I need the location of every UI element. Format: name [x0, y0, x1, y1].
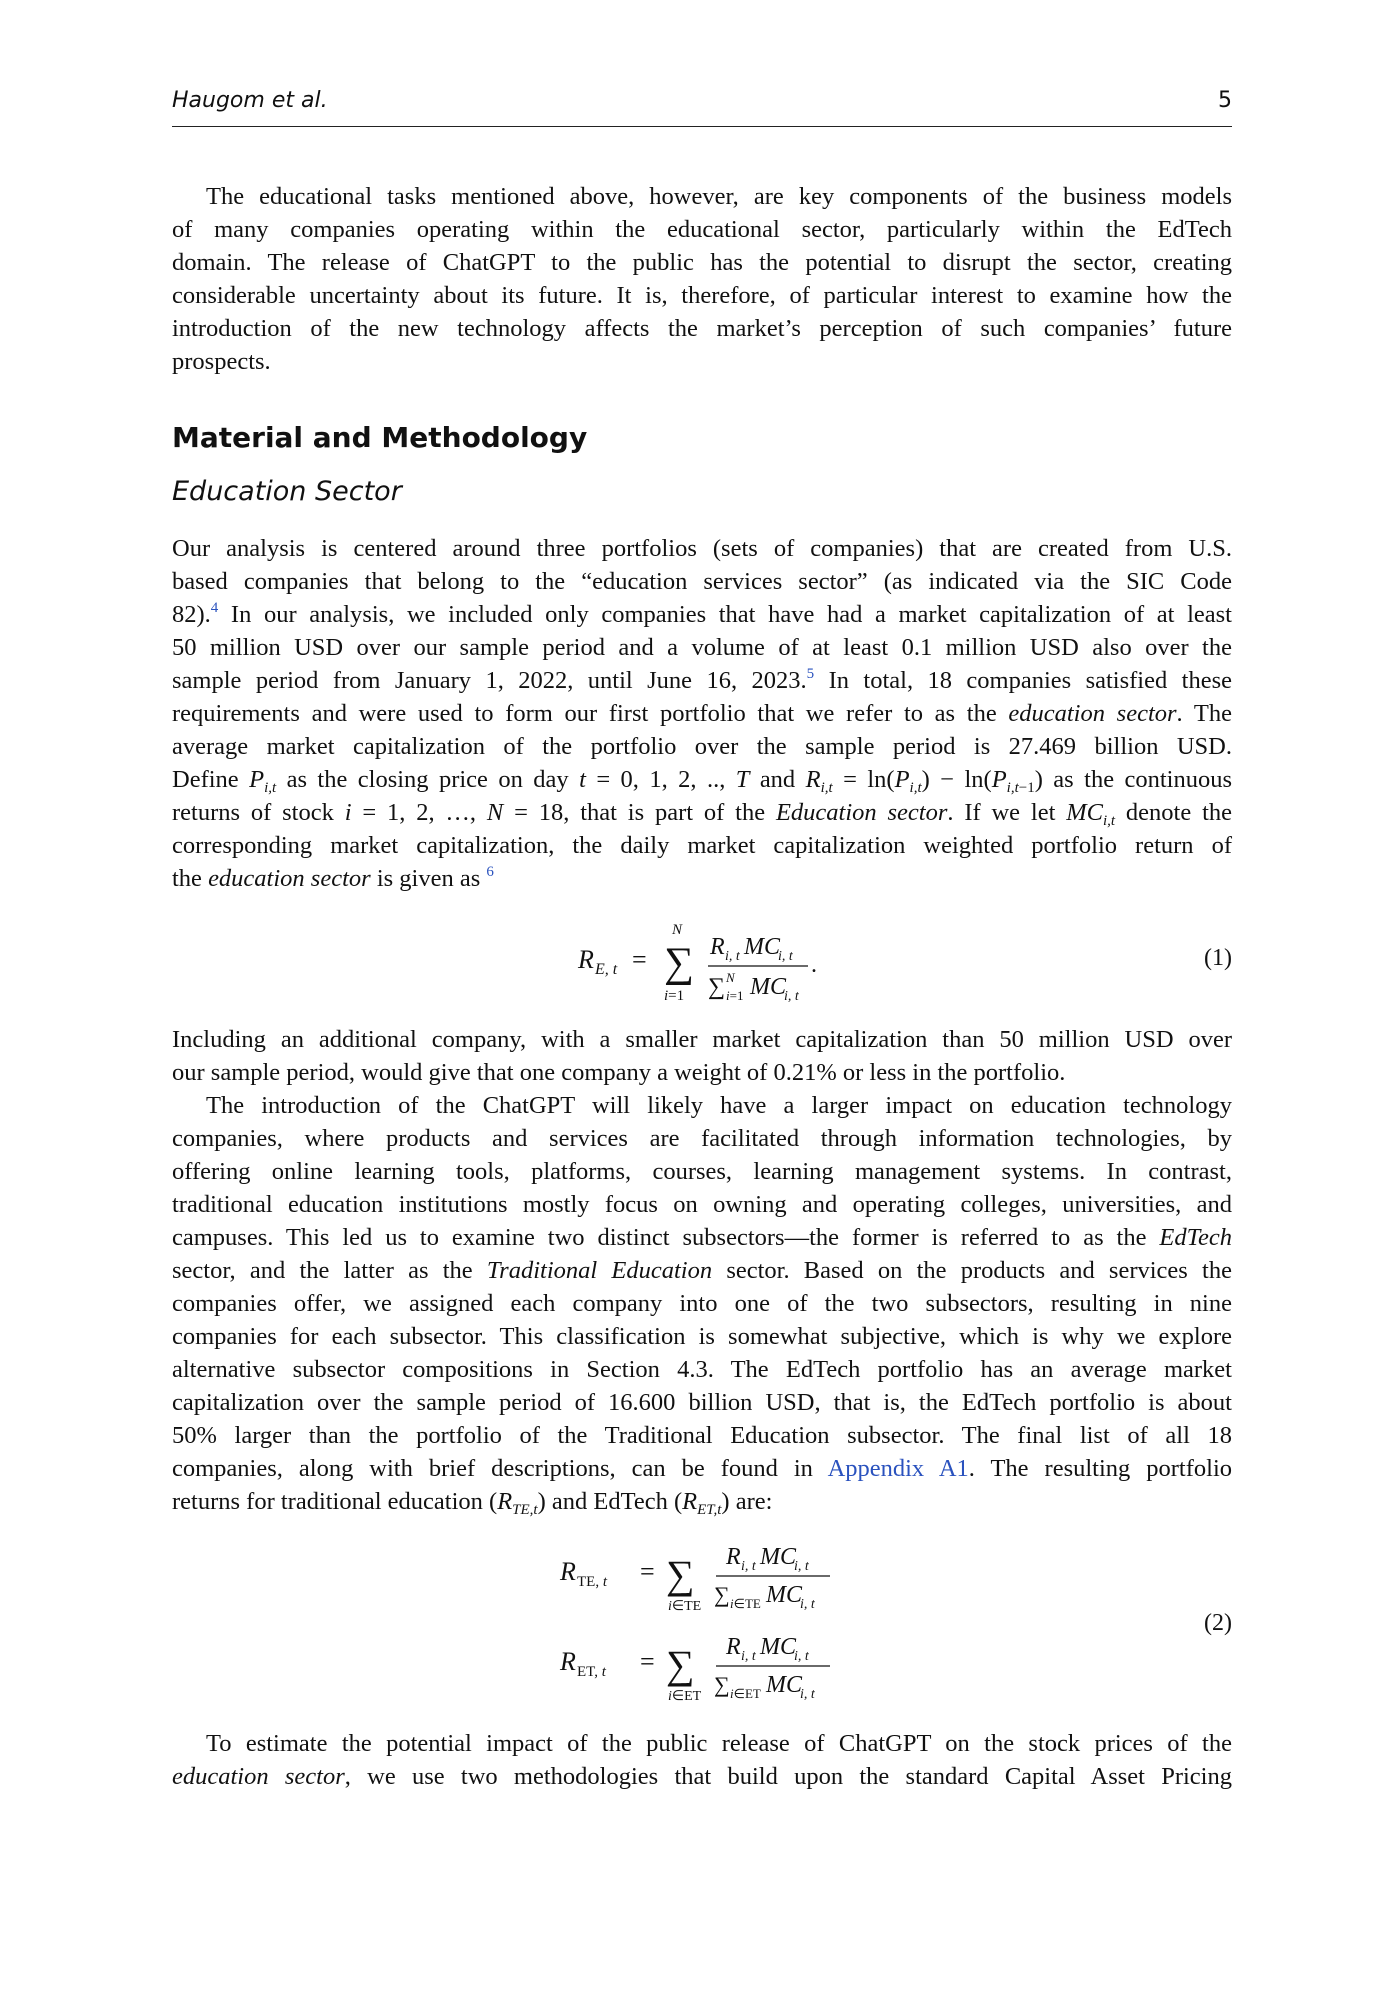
text-line: companies for each subsector. This classification is somewhat subjective, which is why we explore: [172, 1323, 1232, 1350]
text-line: our sample period, would give that one company a weight of 0.21% or less in the portfolio.: [172, 1059, 1066, 1086]
text-line: sector, and the latter as the Traditional Education sector. Based on the products and services the: [172, 1257, 1232, 1284]
svg-text:∑: ∑: [666, 1552, 695, 1597]
svg-text:i∈TE: i∈TE: [730, 1596, 761, 1611]
text-line: introduction of the new technology affects the market’s perception of such companies’ future: [172, 315, 1232, 342]
text-line: requirements and were used to form our first portfolio that we refer to as the education sector. The: [172, 700, 1232, 727]
text-line: Define $P_{i,t}$ as the closing price on day t = 0, 1, 2, .., T and $R_{i,t} = \ln(P_{i,t}) - \ln(P_{i,t-1})$ as the continuous: [172, 766, 1233, 796]
svg-text:i∈ET: i∈ET: [730, 1686, 761, 1701]
text-line: campuses. This led us to examine two distinct subsectors—the former is referred to as the EdTech: [172, 1224, 1232, 1251]
svg-text:R: R: [726, 1544, 741, 1570]
svg-text:i, t: i, t: [725, 949, 740, 964]
running-header-author: Haugom et al.: [172, 88, 328, 113]
svg-text:MC: MC: [760, 1544, 796, 1570]
text-line: The introduction of the ChatGPT will likely have a larger impact on education technology: [206, 1092, 1232, 1119]
svg-text:N: N: [672, 922, 683, 938]
additional-company-paragraph: [172, 1023, 1232, 1089]
text-line: returns of stock i = 1, 2, …, N = 18, that is part of the Education sector. If we let $MC_{i,t}$ denote the: [172, 799, 1232, 829]
svg-text:i, t: i, t: [794, 1649, 809, 1664]
text-line: education sector, we use two methodologies that build upon the standard Capital Asset Pricing: [172, 1763, 1232, 1790]
footnote-5-link[interactable]: 5: [806, 666, 815, 682]
text-line: average market capitalization of the portfolio over the sample period is 27.469 billion USD.: [172, 733, 1232, 760]
svg-text:∑: ∑: [666, 1642, 695, 1687]
subsector-paragraph: [172, 1089, 1232, 1518]
text-line: alternative subsector compositions in Section 4.3. The EdTech portfolio has an average market: [172, 1356, 1232, 1383]
svg-text:MC: MC: [744, 934, 780, 960]
svg-text:=: =: [640, 1557, 655, 1586]
text-line: 82).$^4$ In our analysis, we included only companies that have had a market capitalization of at least: [172, 600, 1232, 628]
svg-text:i∈ET: i∈ET: [668, 1689, 702, 1704]
svg-text:.: .: [811, 952, 817, 978]
svg-text:R: R: [578, 945, 594, 974]
text-line: The educational tasks mentioned above, however, are key components of the business models: [206, 183, 1232, 210]
svg-text:R: R: [560, 1647, 576, 1676]
education-sector-paragraph: [172, 532, 1232, 895]
svg-text:R: R: [726, 1634, 741, 1660]
svg-text:i, t: i, t: [741, 1559, 756, 1574]
text-line: prospects.: [172, 348, 271, 375]
text-line: traditional education institutions mostly focus on owning and operating colleges, universities, and: [172, 1191, 1232, 1218]
equation-1: [560, 912, 860, 1012]
svg-text:i, t: i, t: [800, 1687, 815, 1702]
footnote-4-link[interactable]: 4: [210, 600, 219, 616]
svg-text:MC: MC: [766, 1582, 802, 1608]
text-line: 50 million USD over our sample period and a volume of at least 0.1 million USD also over the: [172, 634, 1232, 661]
text-line: Our analysis is centered around three portfolios (sets of companies) that are created from U.S.: [172, 535, 1232, 562]
svg-text:i, t: i, t: [784, 989, 799, 1004]
svg-text:R: R: [560, 1557, 576, 1586]
svg-text:ET, t: ET, t: [577, 1664, 606, 1680]
svg-text:i=1: i=1: [664, 988, 685, 1004]
intro-paragraph: [172, 180, 1232, 378]
section-heading: Material and Methodology: [172, 421, 588, 454]
appendix-a1-link[interactable]: Appendix A1: [827, 1455, 969, 1482]
text-line: the education sector is given as $^6$: [172, 864, 494, 892]
equation-2-number: (2): [1204, 1610, 1232, 1636]
page-number: 5: [1218, 88, 1232, 113]
svg-text:i, t: i, t: [800, 1597, 815, 1612]
svg-text:∑: ∑: [714, 1582, 730, 1607]
text-line: companies offer, we assigned each company into one of the two subsectors, resulting in nine: [172, 1290, 1232, 1317]
text-line: of many companies operating within the educational sector, particularly within the EdTech: [172, 216, 1232, 243]
svg-text:∑: ∑: [708, 974, 726, 1000]
svg-text:R: R: [710, 934, 725, 960]
methodology-paragraph: [172, 1727, 1232, 1793]
svg-text:MC: MC: [750, 974, 786, 1000]
text-line: domain. The release of ChatGPT to the public has the potential to disrupt the sector, creating: [172, 249, 1232, 276]
svg-text:i∈TE: i∈TE: [668, 1599, 702, 1614]
text-line: companies, where products and services are facilitated through information technologies, by: [172, 1125, 1232, 1152]
svg-text:i, t: i, t: [778, 949, 793, 964]
svg-text:E, t: E, t: [595, 961, 618, 978]
svg-text:TE, t: TE, t: [577, 1574, 607, 1590]
text-line: corresponding market capitalization, the daily market capitalization weighted portfolio return of: [172, 832, 1232, 859]
text-line: capitalization over the sample period of 16.600 billion USD, that is, the EdTech portfolio is about: [172, 1389, 1232, 1416]
text-line: companies, along with brief descriptions, can be found in Appendix A1. The resulting portfolio: [172, 1455, 1233, 1482]
svg-text:i, t: i, t: [741, 1649, 756, 1664]
running-header: [172, 88, 1232, 127]
svg-text:N: N: [726, 970, 735, 985]
subsection-heading: Education Sector: [172, 476, 402, 507]
svg-text:i=1: i=1: [726, 988, 744, 1003]
text-line: To estimate the potential impact of the public release of ChatGPT on the stock prices of the: [206, 1730, 1232, 1757]
text-line: considerable uncertainty about its future. It is, therefore, of particular interest to examine how the: [172, 282, 1232, 309]
equation-1-number: (1): [1204, 945, 1232, 971]
svg-text:∑: ∑: [664, 940, 694, 986]
footnote-6-link[interactable]: 6: [486, 864, 494, 880]
svg-text:=: =: [640, 1647, 655, 1676]
text-line: sample period from January 1, 2022, until June 16, 2023.$^5$ In total, 18 companies satisfied these: [172, 666, 1232, 694]
text-line: Including an additional company, with a smaller market capitalization than 50 million USD over: [172, 1026, 1232, 1053]
svg-text:MC: MC: [760, 1634, 796, 1660]
svg-text:i, t: i, t: [794, 1559, 809, 1574]
text-line: based companies that belong to the “education services sector” (as indicated via the SIC Code: [172, 568, 1232, 595]
text-line: returns for traditional education $(R_{TE,t})$ and EdTech $(R_{ET,t})$ are:: [172, 1488, 773, 1518]
text-line: offering online learning tools, platforms, courses, learning management systems. In contrast,: [172, 1158, 1232, 1185]
equation-2: [550, 1530, 870, 1720]
svg-text:=: =: [632, 945, 647, 974]
text-line: 50% larger than the portfolio of the Traditional Education subsector. The final list of all 18: [172, 1422, 1232, 1449]
svg-text:∑: ∑: [714, 1672, 730, 1697]
svg-text:MC: MC: [766, 1672, 802, 1698]
